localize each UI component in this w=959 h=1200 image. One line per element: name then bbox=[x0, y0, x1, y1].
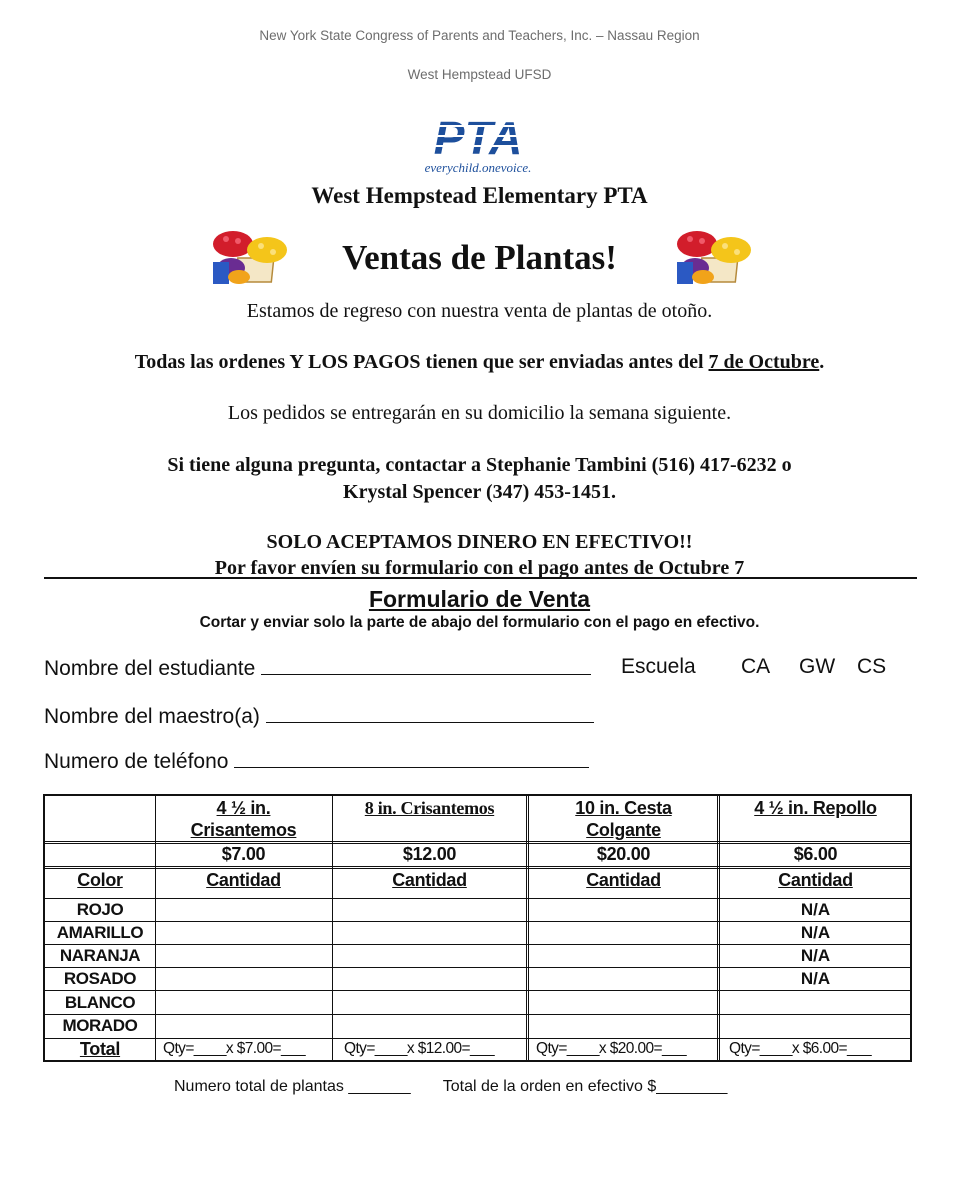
product-1-price: $7.00 bbox=[221, 844, 266, 864]
deadline-end: . bbox=[819, 351, 825, 373]
qty-header-1: Cantidad bbox=[206, 870, 281, 890]
org-header: New York State Congress of Parents and Teachers, Inc. – Nassau Region bbox=[259, 28, 700, 43]
deadline-date: 7 de Octubre bbox=[708, 351, 820, 373]
total-plants[interactable]: Numero total de plantas _______ bbox=[174, 1078, 411, 1095]
contact-block bbox=[0, 452, 959, 506]
qty-header-4: Cantidad bbox=[778, 870, 853, 890]
color-rojo: ROJO bbox=[76, 900, 124, 919]
product-header-1 bbox=[155, 797, 332, 841]
school-option-ca[interactable]: CA bbox=[741, 655, 771, 678]
school-option-gw[interactable]: GW bbox=[799, 655, 836, 678]
phone-field[interactable] bbox=[44, 748, 589, 774]
na-cell: N/A bbox=[800, 946, 831, 965]
deadline-text: Todas las ordenes Y LOS PAGOS tienen que ser enviadas antes del bbox=[134, 351, 709, 373]
flyer-title: Ventas de Plantas! bbox=[342, 238, 617, 277]
product-3-name-a: 10 in. Cesta bbox=[575, 798, 672, 818]
pta-logo bbox=[408, 112, 550, 178]
contact-line-2: Krystal Spencer (347) 453-1451. bbox=[343, 481, 616, 503]
teacher-name-blank[interactable] bbox=[266, 703, 594, 723]
order-table bbox=[43, 794, 912, 1062]
phone-label: Numero de teléfono bbox=[44, 750, 229, 773]
na-cell: N/A bbox=[800, 900, 831, 919]
qty-calc-3[interactable]: Qty=____x $20.00=___ bbox=[536, 1040, 687, 1057]
na-cell: N/A bbox=[800, 969, 831, 988]
phone-blank[interactable] bbox=[234, 748, 589, 768]
form-title: Formulario de Venta bbox=[368, 586, 591, 612]
product-3-price: $20.00 bbox=[596, 844, 651, 864]
color-rosado: ROSADO bbox=[63, 969, 137, 988]
student-name-label: Nombre del estudiante bbox=[44, 657, 256, 680]
form-subtitle: Cortar y enviar solo la parte de abajo del formulario con el pago en efectivo. bbox=[199, 614, 760, 631]
qty-header-2: Cantidad bbox=[392, 870, 467, 890]
cut-line bbox=[44, 577, 917, 579]
product-3-name-b: Colgante bbox=[586, 820, 661, 840]
delivery-line: Los pedidos se entregarán en su domicilio la semana siguiente. bbox=[227, 402, 732, 424]
product-4-price: $6.00 bbox=[793, 844, 838, 864]
teacher-name-label: Nombre del maestro(a) bbox=[44, 705, 260, 728]
product-header-4 bbox=[721, 797, 910, 819]
color-header: Color bbox=[77, 870, 123, 890]
color-morado: MORADO bbox=[62, 1016, 138, 1035]
total-label: Total bbox=[79, 1039, 121, 1059]
qty-header-3: Cantidad bbox=[586, 870, 661, 890]
qty-calc-4[interactable]: Qty=____x $6.00=___ bbox=[729, 1040, 872, 1057]
product-header-3 bbox=[530, 797, 717, 841]
student-name-blank[interactable] bbox=[261, 655, 591, 675]
na-cell: N/A bbox=[800, 923, 831, 942]
cash-line-2: Por favor envíen su formulario con el pago antes de Octubre 7 bbox=[214, 557, 745, 579]
product-header-2 bbox=[333, 797, 526, 819]
order-totals bbox=[174, 1078, 755, 1096]
qty-calc-2[interactable]: Qty=____x $12.00=___ bbox=[344, 1040, 495, 1057]
pta-logo-text: PTA bbox=[433, 112, 523, 164]
flower-pot-icon bbox=[673, 228, 755, 286]
school-name: West Hempstead Elementary PTA bbox=[311, 183, 648, 208]
product-2-price: $12.00 bbox=[402, 844, 457, 864]
school-label: Escuela bbox=[621, 655, 696, 678]
product-1-name-a: 4 ½ in. bbox=[216, 798, 271, 818]
product-2-name-a: 8 in. Crisantemos bbox=[364, 798, 495, 818]
color-naranja: NARANJA bbox=[59, 946, 141, 965]
deadline-line bbox=[0, 351, 959, 374]
district-header: West Hempstead UFSD bbox=[407, 67, 552, 82]
color-blanco: BLANCO bbox=[64, 993, 136, 1012]
student-name-field[interactable] bbox=[44, 655, 591, 681]
total-cash[interactable]: Total de la orden en efectivo $________ bbox=[442, 1078, 728, 1095]
product-4-name-a: 4 ½ in. Repollo bbox=[754, 798, 877, 818]
contact-line-1: Si tiene alguna pregunta, contactar a Stephanie Tambini (516) 417-6232 o bbox=[167, 454, 792, 476]
school-option-cs[interactable]: CS bbox=[857, 655, 887, 678]
intro-line: Estamos de regreso con nuestra venta de plantas de otoño. bbox=[246, 300, 713, 322]
teacher-name-field[interactable] bbox=[44, 703, 594, 729]
pta-tagline: everychild.onevoice. bbox=[424, 160, 532, 175]
cash-notice bbox=[0, 529, 959, 581]
qty-calc-1[interactable]: Qty=____x $7.00=___ bbox=[163, 1040, 306, 1057]
cash-line-1: SOLO ACEPTAMOS DINERO EN EFECTIVO!! bbox=[266, 531, 693, 553]
color-amarillo: AMARILLO bbox=[56, 923, 144, 942]
product-1-name-b: Crisantemos bbox=[190, 820, 297, 840]
